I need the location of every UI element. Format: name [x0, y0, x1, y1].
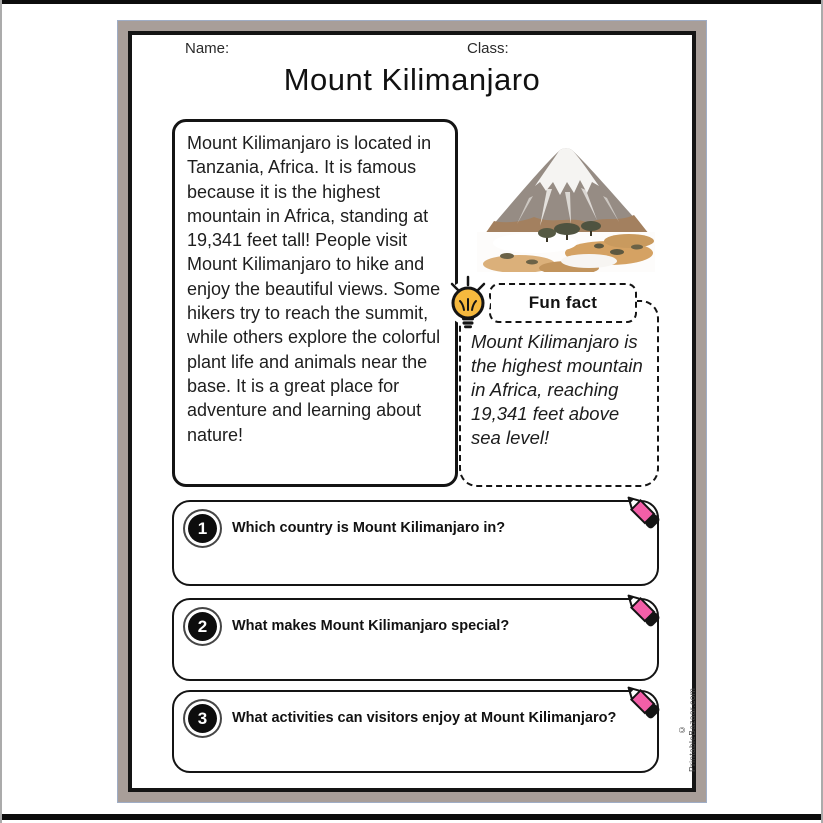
question-text: What activities can visitors enjoy at Mount Kilimanjaro?	[232, 710, 617, 726]
question-number-badge: 3	[188, 704, 217, 733]
class-field-label: Class:	[467, 40, 509, 57]
publisher-watermark: © PrintableBazaar.com	[677, 687, 697, 773]
fun-fact-badge: Fun fact	[489, 283, 637, 323]
question-text: What makes Mount Kilimanjaro special?	[232, 618, 510, 634]
question-number-badge: 1	[188, 514, 217, 543]
fun-fact-text: Mount Kilimanjaro is the highest mountain in Africa, reaching 19,341 feet above sea level!	[471, 331, 643, 448]
screenshot-bottom-border	[0, 814, 823, 820]
pencil-icon	[618, 677, 666, 725]
lightbulb-icon	[443, 272, 495, 330]
screenshot-left-border	[0, 0, 2, 823]
pencil-icon	[618, 585, 666, 633]
screenshot-top-border	[0, 0, 823, 4]
reading-passage-text: Mount Kilimanjaro is located in Tanzania, Africa. It is famous because it is the highest mountain in Africa, standing at 19,341 feet tall! People visit Mount Kilimanjaro to hike and enjoy the beautiful views. Some hikers try to reach the summit, while others explore the colorful plant life and animals near the base. It is a great place for adventure and learning about nature!	[187, 133, 441, 445]
question-box-2	[172, 598, 659, 681]
question-box-3	[172, 690, 659, 773]
page-title: Mount Kilimanjaro	[283, 62, 541, 97]
pencil-icon	[618, 487, 666, 535]
mountain-illustration	[477, 132, 655, 272]
name-field-label: Name:	[185, 40, 230, 57]
question-box-1	[172, 500, 659, 586]
reading-passage-box	[172, 119, 458, 487]
question-text: Which country is Mount Kilimanjaro in?	[232, 520, 506, 536]
question-number-badge: 2	[188, 612, 217, 641]
